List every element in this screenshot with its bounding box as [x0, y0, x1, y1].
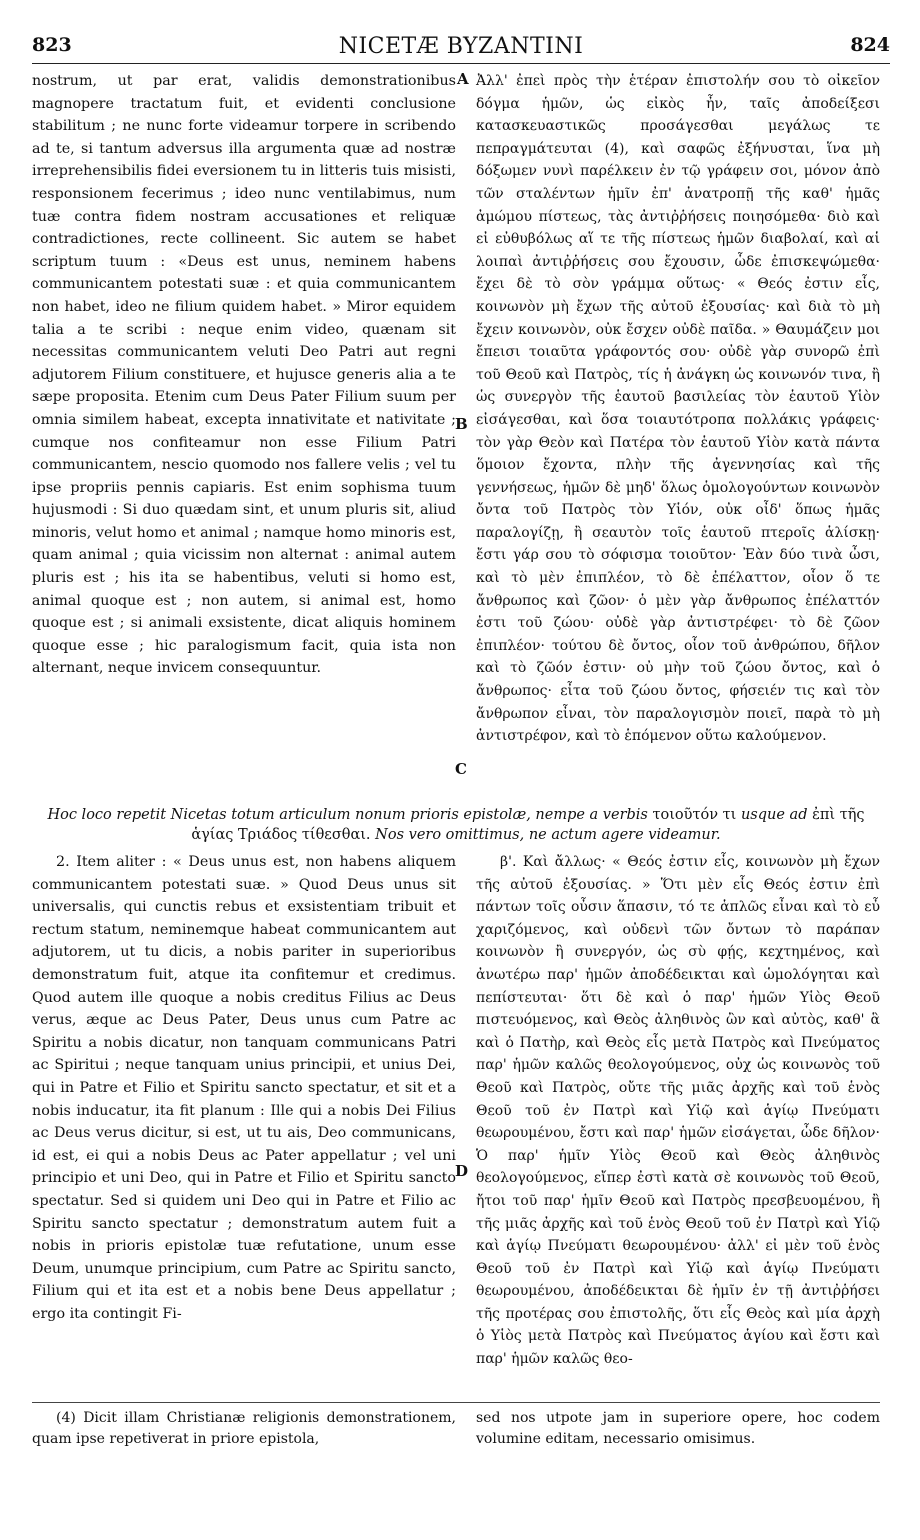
- running-header: [32, 34, 890, 64]
- note-part-2: usque ad: [740, 807, 808, 823]
- running-title: NICETÆ BYZANTINI: [338, 34, 584, 59]
- note-greek-2: ἐπὶ τῆς ἁγίας Τριάδος τίθεσθαι.: [191, 807, 865, 843]
- greek-paragraph-bottom: β'. Καὶ ἄλλως· « Θεός ἐστιν εἷς, κοινωνὸν μὴ ἔχων τῆς αὐτοῦ ἐξουσίας. » Ὅτι μὲν εἷς Θεός ἐστιν ἐπὶ πάντων τοῖς οὖσιν ἅπασιν, τό τε ἁπλῶς εἶναι καὶ τὸ εὖ χαριζόμενος, καὶ οὐδενὶ τῶν ὄντων τὸ παράπαν κοινωνὸν ἢ συνεργόν, ὡς σὺ φῄς, κεχτημένος, καὶ ἀνωτέρω παρ' ἡμῶν ἀποδέδεικται καὶ ὡμολόγηται καὶ πεπίστευται· ὅτι δὲ καὶ ὁ παρ' ἡμῶν Υἱὸς Θεοῦ πιστευόμενος, καὶ Θεὸς ἀληθινὸς ὢν καὶ αὐτὸς, καθ' ἃ καὶ ὁ Πατὴρ, καὶ Θεὸς εἷς μετὰ Πατρὸς καὶ Πνεύματος παρ' ἡμῶν καλῶς θεολογούμενος, οὐχ ὡς κοινωνὸς τοῦ Θεοῦ καὶ Πατρὸς, οὔτε τῆς μιᾶς ἀρχῆς καὶ τοῦ ἑνὸς Θεοῦ τοῦ ἐν Πατρὶ καὶ Υἱῷ καὶ ἁγίῳ Πνεύματι θεωρουμένου, ἔστι καὶ παρ' ἡμῶν εἰσάγεται, ὧδε δῆλον· Ὁ παρ' ἡμῖν Υἱὸς Θεοῦ καὶ Θεὸς ἀληθινὸς θεολογούμενος, εἴπερ ἐστὶ κατὰ σὲ κοινωνὸς τοῦ Θεοῦ, ἤτοι τοῦ παρ' ἡμῖν Θεοῦ καὶ Πατρὸς πρεσβευομένου, ἢ τῆς μιᾶς ἀρχῆς καὶ τοῦ ἑνὸς Θεοῦ τοῦ ἐν Πατρὶ καὶ Υἱῷ καὶ ἁγίῳ Πνεύματι θεωρουμένου· ἀλλ' εἰ μὲν τοῦ ἑνὸς Θεοῦ τοῦ ἐν Πατρὶ καὶ Υἱῷ καὶ ἁγίῳ Πνεύματι θεωρουμένου, ἀποδέδεικται δὲ ἡμῖν ἐν τῇ ἀντιῤῥήσει τῆς προτέρας σου ἐπιστολῆς, ὅτι εἷς Θεὸς καὶ μία ἀρχὴ ὁ Υἱὸς μετὰ Πατρὸς καὶ Πνεύματος ἁγίου καὶ ἔστι καὶ παρ' ἡμῶν καλῶς θεο-: [476, 854, 880, 1368]
- margin-marker-c: C: [455, 760, 467, 778]
- latin-column-top: [32, 70, 456, 680]
- editorial-note: [32, 805, 880, 845]
- note-part-3: Nos vero omittimus, ne actum agere videamur.: [375, 827, 721, 843]
- margin-marker-a: A: [457, 70, 469, 88]
- greek-column-bottom: [476, 851, 880, 1371]
- greek-paragraph-top: Ἀλλ' ἐπεὶ πρὸς τὴν ἑτέραν ἐπιστολήν σου τὸ οἰκεῖον δόγμα ἡμῶν, ὡς εἰκὸς ἦν, ταῖς ἀποδείξεσι κατασκευαστικῶς προσάγεσθαι μεγάλως τε πεπραγμάτευται (4), καὶ σαφῶς ἐξήνυσται, ἵνα μὴ δόξωμεν νυνὶ παρέλκειν ἐν τῷ γράφειν σοι, μόνον ἀπὸ τῶν σταλέντων ἡμῖν ἐπ' ἀνατροπῇ τῆς καθ' ἡμᾶς ἀμώμου πίστεως, τὰς ἀντιῤῥήσεις ποιησόμεθα· διὸ καὶ εἰ εὐθυβόλως αἵ τε τῆς πίστεως ἡμῶν διαβολαί, καὶ αἱ λοιπαὶ ἀντιῤῥήσεις σου ἔχουσιν, ὧδε ἐπισκεψώμεθα· ἔχει δὲ τὸ σὸν γράμμα οὕτως· « Θεός ἐστιν εἷς, κοινωνὸν μὴ ἔχων τῆς αὐτοῦ ἐξουσίας· καὶ διὰ τὸ μὴ ἔχειν κοινωνὸν, οὐκ ἔσχεν οὐδὲ παῖδα. » Θαυμάζειν μοι ἔπεισι τοιαῦτα γράφοντός σου· οὐδὲ γὰρ συνορῶ ἐπὶ τοῦ Θεοῦ καὶ Πατρὸς, τίς ἡ ἀνάγκη ὡς κοινωνόν τινα, ἢ ὡς συνεργὸν τῆς ἑαυτοῦ βασιλείας τὸν ἑαυτοῦ Υἱὸν εἰσάγεσθαι, καὶ ὅσα τοιαυτότροπα πολλάκις γράφεις· τὸν γὰρ Θεὸν καὶ Πατέρα τὸν ἑαυτοῦ Υἱὸν κατὰ πάντα ὅμοιον ἔχοντα, πλὴν τῆς ἀγεννησίας καὶ τῆς γεννήσεως, ἡμῶν δὲ μηδ' ὅλως ὁμολογούντων κοινωνὸν ὄντα τοῦ Πατρὸς τὸν Υἱόν, οὐκ οἶδ' ὅπως ἡμᾶς παραλογίζῃ, ἢ σεαυτὸν τοῖς ἑαυτοῦ πτεροῖς ἁλίσκῃ· ἔστι γάρ σου τὸ σόφισμα τοιοῦτον· Ἐὰν δύο τινὰ ὦσι, καὶ τὸ μὲν ἐπιπλέον, τὸ δὲ ἐπέλαττον, οἷον ὅ τε ἄνθρωπος καὶ ζῶον· ὁ μὲν γὰρ ἄνθρωπος ἐπέλαττόν ἐστι τοῦ ζώου· οὐδὲ γὰρ ἀντιστρέφει· τὸ δὲ ζῶον ἐπιπλέον· τούτου δὲ ὄντος, οἷον τοῦ ἀνθρώπου, δῆλον καὶ τὸ ζῶόν ἐστιν· οὐ μὴν τοῦ ζώου ὄντος, καὶ ὁ ἄνθρωπος· εἶτα τοῦ ζώου ὄντος, φήσειέν τις καὶ τὸν ἄνθρωπον εἶναι, τὸν παραλογισμὸν ποιεῖ, παρὰ τὸ μὴ ἀντιστρέφον, καὶ τὸ ἑπόμενον οὕτω καλούμενον.: [476, 73, 880, 745]
- margin-marker-d: D: [455, 1162, 469, 1180]
- note-greek-1: τοιοῦτόν τι: [652, 807, 737, 823]
- header-rule: [32, 63, 890, 64]
- greek-column-top: [476, 70, 880, 748]
- page-number-right: 824: [850, 34, 890, 56]
- latin-column-bottom: [32, 851, 456, 1325]
- latin-paragraph-bottom: 2. Item aliter : « Deus unus est, non habens aliquem communicantem potestati suæ. » Quod Deus unus sit universalis, qui cunctis rebus et exsistentiam tribuit et rectum statum, neminemque habeat communicantem aut adjutorem, ut tu dicis, a nobis pariter in superioribus demonstratum fuit, atque ita confitemur et credimus. Quod autem ille quoque a nobis creditus Filius ac Deus verus, æque ac Deus Pater, Deus unus cum Patre ac Spiritu a nobis dicatur, non tanquam communicans Patri ac Spiritui ; neque tanquam unius principii, et unius Dei, qui in Patre et Filio et Spiritu sancto spectatur, et sit et a nobis inducatur, ita fit planum : Ille qui a nobis Dei Filius ac Deus verus dicitur, si est, ut tu ais, Deo communicans, id est, ei qui a nobis Deus ac Pater appellatur ; vel uni principio et uni Deo, qui in Patre et Filio et Spiritu sancto spectatur. Sed si quidem uni Deo qui in Patre et Filio ac Spiritu sancto spectatur ; demonstratum autem fuit a nobis in prioris epistolæ tuæ refutatione, unum esse Deum, unumque principium, cum Patre ac Spiritu sancto, Filium qui et ita est et a nobis bene Deus appellatur ; ergo ita contingit Fi-: [32, 854, 456, 1322]
- footnote-rule: [32, 1402, 880, 1403]
- footnote-right: sed nos utpote jam in superiore opere, hoc codem volumine editam, necessario omisimus.: [476, 1410, 880, 1447]
- latin-paragraph-top: nostrum, ut par erat, validis demonstrationibus magnopere tractatum fuit, et evidenti conclusione stabilitum ; ne nunc forte videamur torpere in scribendo ad te, si tantum adversus illa argumenta quæ ad nostræ irreprehensibilis fidei eversionem tu in litteris tuis misisti, responsionem fecerimus ; ideo nunc ventilabimus, num tuæ contra fidem nostram accusationes et reliquæ contradictiones, recte collineent. Sic autem se habet scriptum tuum : «Deus est unus, neminem habens communicantem potestati suæ : et quia communicantem non habet, ideo ne filium quidem habet. » Miror equidem talia a te scribi : neque enim video, quænam sit necessitas communicantem veluti Deo Patri aut regni adjutorem Filium constituere, et hujusce generis alia a te sæpe proposita. Etenim cum Deus Pater Filium suum per omnia similem habeat, excepta innativitate et nativitate ; cumque nos confiteamur non esse Filium Patri communicantem, nescio quomodo nos fallere velis ; vel tu ipse propriis pennis capiaris. Est enim sophisma tuum hujusmodi : Si duo quædam sint, et unum pluris sit, aliud minoris, velut homo et animal ; namque homo minoris est, quam animal ; quia vicissim non alternat : animal autem pluris est ; his ita se habentibus, veluti si homo est, animal quoque est ; non autem, si animal est, homo quoque est ; si animali exsistente, dicat aliquis hominem quoque esse ; hic paralogismum facit, quia ista non alternant, neque invicem consequuntur.: [32, 73, 456, 677]
- margin-marker-b: B: [455, 415, 468, 433]
- note-part-1: Hoc loco repetit Nicetas totum articulum nonum prioris epistolæ, nempe a verbis: [47, 807, 648, 823]
- page-number-left: 823: [32, 34, 72, 56]
- footnote-left: (4) Dicit illam Christianæ religionis demonstrationem, quam ipse repetiverat in priore epistola,: [32, 1410, 456, 1447]
